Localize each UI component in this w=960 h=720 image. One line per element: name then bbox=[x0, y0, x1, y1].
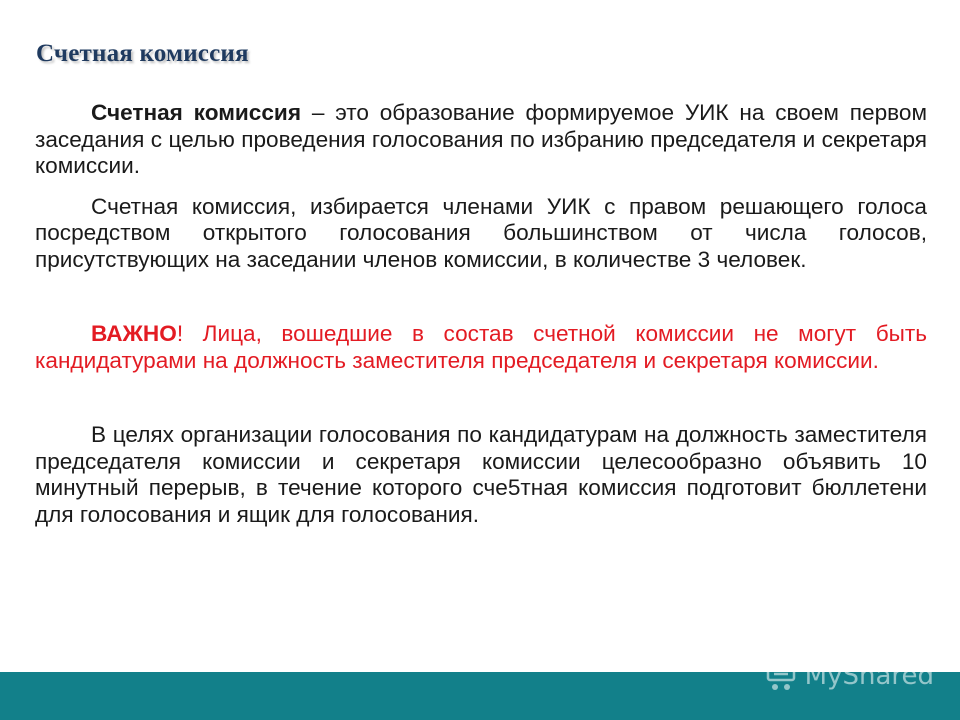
slide-title: Счетная комиссия bbox=[36, 40, 249, 67]
watermark-text: MyShared bbox=[804, 661, 934, 691]
paragraph-break: В целях организации голосования по кандидатурам на должность заместителя председателя комиссии и секретаря комиссии целесообразно объявить 10 минутный перерыв, в течение которого сче5тная комиссия подготовит бюллетени для голосования и ящик для голосования. bbox=[35, 422, 927, 527]
watermark bbox=[765, 660, 934, 692]
slide-body bbox=[35, 100, 927, 528]
shopping-cart-icon bbox=[765, 660, 799, 692]
paragraph-important bbox=[35, 321, 927, 374]
paragraph-election: Счетная комиссия, избирается членами УИК с правом решающего голоса посредством открытого голосования большинством от числа голосов, присутствующих на заседании членов комиссии, в количестве 3 человек. bbox=[35, 193, 927, 272]
paragraph-definition bbox=[35, 100, 927, 180]
important-label: ВАЖНО bbox=[91, 321, 177, 346]
definition-text: – это образование формируемое УИК на своем первом заседания с целью проведения голосования по избранию председателя и секретаря комиссии. bbox=[35, 100, 927, 178]
important-text: ! Лица, вошедшие в состав счетной комиссии не могут быть кандидатурами на должность заместителя председателя и секретаря комиссии. bbox=[35, 321, 927, 373]
term-bold: Счетная комиссия bbox=[91, 100, 301, 125]
